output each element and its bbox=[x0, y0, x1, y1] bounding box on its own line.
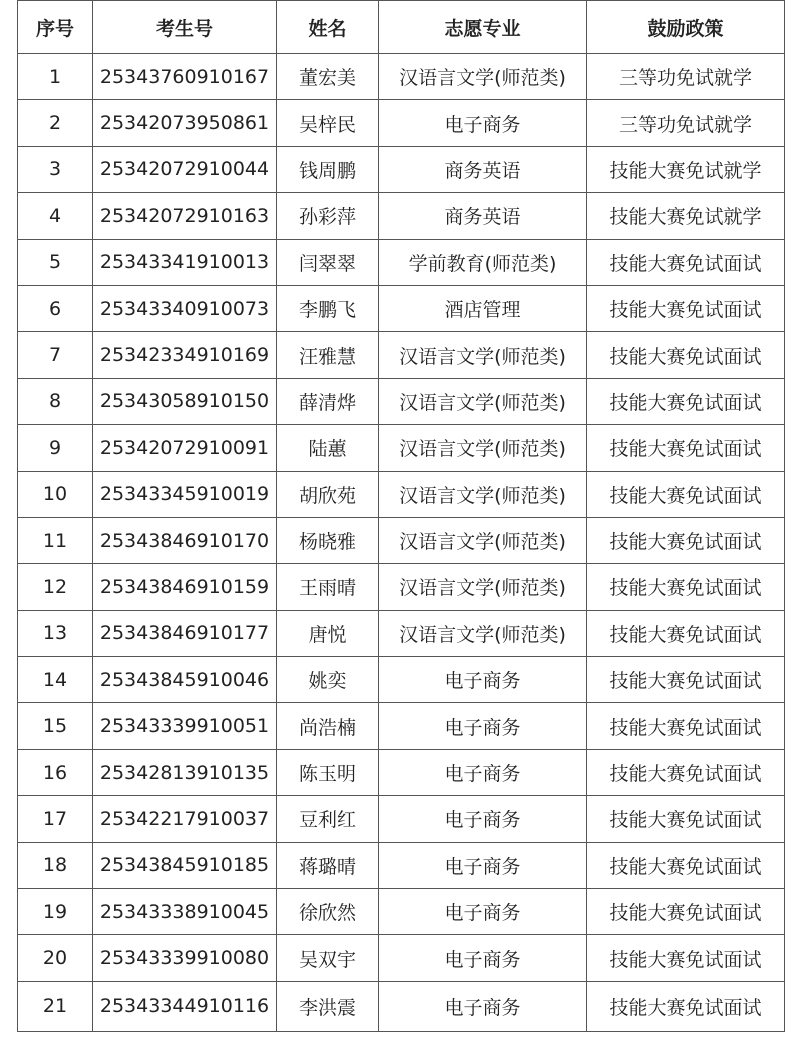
cell-index: 3 bbox=[18, 146, 93, 192]
cell-index: 13 bbox=[18, 610, 93, 656]
cell-major: 汉语言文学(师范类) bbox=[379, 610, 587, 656]
cell-policy: 技能大赛免试面试 bbox=[587, 239, 785, 285]
cell-major: 汉语言文学(师范类) bbox=[379, 425, 587, 471]
header-name: 姓名 bbox=[277, 1, 379, 54]
cell-name: 薛清烨 bbox=[277, 378, 379, 424]
cell-policy: 技能大赛免试面试 bbox=[587, 749, 785, 795]
cell-policy: 技能大赛免试面试 bbox=[587, 842, 785, 888]
cell-name: 蒋璐晴 bbox=[277, 842, 379, 888]
table-row bbox=[18, 935, 785, 981]
cell-name: 吴梓民 bbox=[277, 100, 379, 146]
table-row bbox=[18, 703, 785, 749]
cell-name: 徐欣然 bbox=[277, 889, 379, 935]
cell-name: 董宏美 bbox=[277, 54, 379, 100]
table-header bbox=[18, 1, 785, 54]
cell-policy: 技能大赛免试面试 bbox=[587, 471, 785, 517]
header-policy: 鼓励政策 bbox=[587, 1, 785, 54]
cell-policy: 技能大赛免试面试 bbox=[587, 935, 785, 981]
cell-major: 学前教育(师范类) bbox=[379, 239, 587, 285]
cell-index: 1 bbox=[18, 54, 93, 100]
cell-policy: 技能大赛免试面试 bbox=[587, 378, 785, 424]
cell-exam-number: 25343345910019 bbox=[93, 471, 277, 517]
cell-index: 10 bbox=[18, 471, 93, 517]
cell-exam-number: 25342334910169 bbox=[93, 332, 277, 378]
table-row bbox=[18, 657, 785, 703]
cell-exam-number: 25343760910167 bbox=[93, 54, 277, 100]
cell-index: 16 bbox=[18, 749, 93, 795]
cell-major: 汉语言文学(师范类) bbox=[379, 332, 587, 378]
cell-index: 18 bbox=[18, 842, 93, 888]
cell-name: 李鹏飞 bbox=[277, 285, 379, 331]
cell-index: 12 bbox=[18, 564, 93, 610]
cell-name: 尚浩楠 bbox=[277, 703, 379, 749]
cell-major: 电子商务 bbox=[379, 100, 587, 146]
cell-policy: 技能大赛免试面试 bbox=[587, 332, 785, 378]
cell-name: 陈玉明 bbox=[277, 749, 379, 795]
header-index: 序号 bbox=[18, 1, 93, 54]
table-row bbox=[18, 146, 785, 192]
cell-name: 钱周鹏 bbox=[277, 146, 379, 192]
cell-index: 5 bbox=[18, 239, 93, 285]
table-row bbox=[18, 796, 785, 842]
cell-exam-number: 25343338910045 bbox=[93, 889, 277, 935]
cell-policy: 技能大赛免试面试 bbox=[587, 425, 785, 471]
table-row bbox=[18, 610, 785, 656]
cell-major: 电子商务 bbox=[379, 749, 587, 795]
header-exam-number: 考生号 bbox=[93, 1, 277, 54]
cell-exam-number: 25343846910170 bbox=[93, 517, 277, 563]
cell-index: 14 bbox=[18, 657, 93, 703]
table-row bbox=[18, 425, 785, 471]
cell-major: 电子商务 bbox=[379, 703, 587, 749]
table-row bbox=[18, 471, 785, 517]
cell-index: 8 bbox=[18, 378, 93, 424]
table-body bbox=[18, 54, 785, 1032]
cell-exam-number: 25343341910013 bbox=[93, 239, 277, 285]
cell-index: 9 bbox=[18, 425, 93, 471]
cell-exam-number: 25342072910091 bbox=[93, 425, 277, 471]
table-row bbox=[18, 564, 785, 610]
table-row bbox=[18, 981, 785, 1031]
cell-index: 21 bbox=[18, 981, 93, 1031]
cell-policy: 技能大赛免试就学 bbox=[587, 193, 785, 239]
cell-exam-number: 25343845910046 bbox=[93, 657, 277, 703]
cell-policy: 技能大赛免试面试 bbox=[587, 657, 785, 703]
cell-major: 电子商务 bbox=[379, 842, 587, 888]
cell-major: 电子商务 bbox=[379, 981, 587, 1031]
cell-exam-number: 25342813910135 bbox=[93, 749, 277, 795]
student-list-table-container bbox=[17, 0, 784, 1032]
cell-policy: 技能大赛免试面试 bbox=[587, 564, 785, 610]
cell-index: 19 bbox=[18, 889, 93, 935]
cell-major: 电子商务 bbox=[379, 889, 587, 935]
cell-index: 2 bbox=[18, 100, 93, 146]
cell-name: 李洪震 bbox=[277, 981, 379, 1031]
cell-policy: 技能大赛免试面试 bbox=[587, 285, 785, 331]
student-list-table bbox=[17, 0, 785, 1032]
cell-policy: 技能大赛免试面试 bbox=[587, 610, 785, 656]
cell-exam-number: 25343339910051 bbox=[93, 703, 277, 749]
table-row bbox=[18, 193, 785, 239]
cell-major: 商务英语 bbox=[379, 146, 587, 192]
cell-exam-number: 25343846910159 bbox=[93, 564, 277, 610]
cell-name: 唐悦 bbox=[277, 610, 379, 656]
cell-name: 豆利红 bbox=[277, 796, 379, 842]
table-row bbox=[18, 889, 785, 935]
cell-policy: 技能大赛免试就学 bbox=[587, 146, 785, 192]
cell-name: 汪雅慧 bbox=[277, 332, 379, 378]
cell-major: 汉语言文学(师范类) bbox=[379, 517, 587, 563]
cell-name: 胡欣苑 bbox=[277, 471, 379, 517]
cell-policy: 技能大赛免试面试 bbox=[587, 796, 785, 842]
table-row bbox=[18, 285, 785, 331]
cell-name: 陆蕙 bbox=[277, 425, 379, 471]
table-row bbox=[18, 517, 785, 563]
cell-exam-number: 25342073950861 bbox=[93, 100, 277, 146]
cell-exam-number: 25342072910044 bbox=[93, 146, 277, 192]
table-row bbox=[18, 749, 785, 795]
cell-policy: 三等功免试就学 bbox=[587, 54, 785, 100]
cell-major: 电子商务 bbox=[379, 935, 587, 981]
cell-major: 电子商务 bbox=[379, 657, 587, 703]
cell-name: 闫翠翠 bbox=[277, 239, 379, 285]
cell-policy: 三等功免试就学 bbox=[587, 100, 785, 146]
cell-index: 4 bbox=[18, 193, 93, 239]
cell-exam-number: 25343058910150 bbox=[93, 378, 277, 424]
cell-major: 汉语言文学(师范类) bbox=[379, 54, 587, 100]
table-row bbox=[18, 378, 785, 424]
cell-exam-number: 25343846910177 bbox=[93, 610, 277, 656]
cell-exam-number: 25343340910073 bbox=[93, 285, 277, 331]
cell-major: 酒店管理 bbox=[379, 285, 587, 331]
cell-name: 吴双宇 bbox=[277, 935, 379, 981]
header-row bbox=[18, 1, 785, 54]
cell-index: 15 bbox=[18, 703, 93, 749]
cell-name: 孙彩萍 bbox=[277, 193, 379, 239]
cell-major: 汉语言文学(师范类) bbox=[379, 471, 587, 517]
table-row bbox=[18, 100, 785, 146]
table-row bbox=[18, 842, 785, 888]
cell-major: 电子商务 bbox=[379, 796, 587, 842]
table-row bbox=[18, 332, 785, 378]
cell-policy: 技能大赛免试面试 bbox=[587, 703, 785, 749]
cell-name: 杨晓雅 bbox=[277, 517, 379, 563]
header-major: 志愿专业 bbox=[379, 1, 587, 54]
table-row bbox=[18, 54, 785, 100]
cell-index: 17 bbox=[18, 796, 93, 842]
cell-major: 汉语言文学(师范类) bbox=[379, 378, 587, 424]
cell-exam-number: 25342072910163 bbox=[93, 193, 277, 239]
cell-index: 20 bbox=[18, 935, 93, 981]
cell-index: 11 bbox=[18, 517, 93, 563]
cell-policy: 技能大赛免试面试 bbox=[587, 889, 785, 935]
cell-policy: 技能大赛免试面试 bbox=[587, 981, 785, 1031]
cell-index: 7 bbox=[18, 332, 93, 378]
cell-name: 王雨晴 bbox=[277, 564, 379, 610]
cell-exam-number: 25343344910116 bbox=[93, 981, 277, 1031]
cell-index: 6 bbox=[18, 285, 93, 331]
cell-exam-number: 25343339910080 bbox=[93, 935, 277, 981]
cell-major: 商务英语 bbox=[379, 193, 587, 239]
cell-policy: 技能大赛免试面试 bbox=[587, 517, 785, 563]
cell-exam-number: 25342217910037 bbox=[93, 796, 277, 842]
cell-exam-number: 25343845910185 bbox=[93, 842, 277, 888]
table-row bbox=[18, 239, 785, 285]
cell-name: 姚奕 bbox=[277, 657, 379, 703]
cell-major: 汉语言文学(师范类) bbox=[379, 564, 587, 610]
